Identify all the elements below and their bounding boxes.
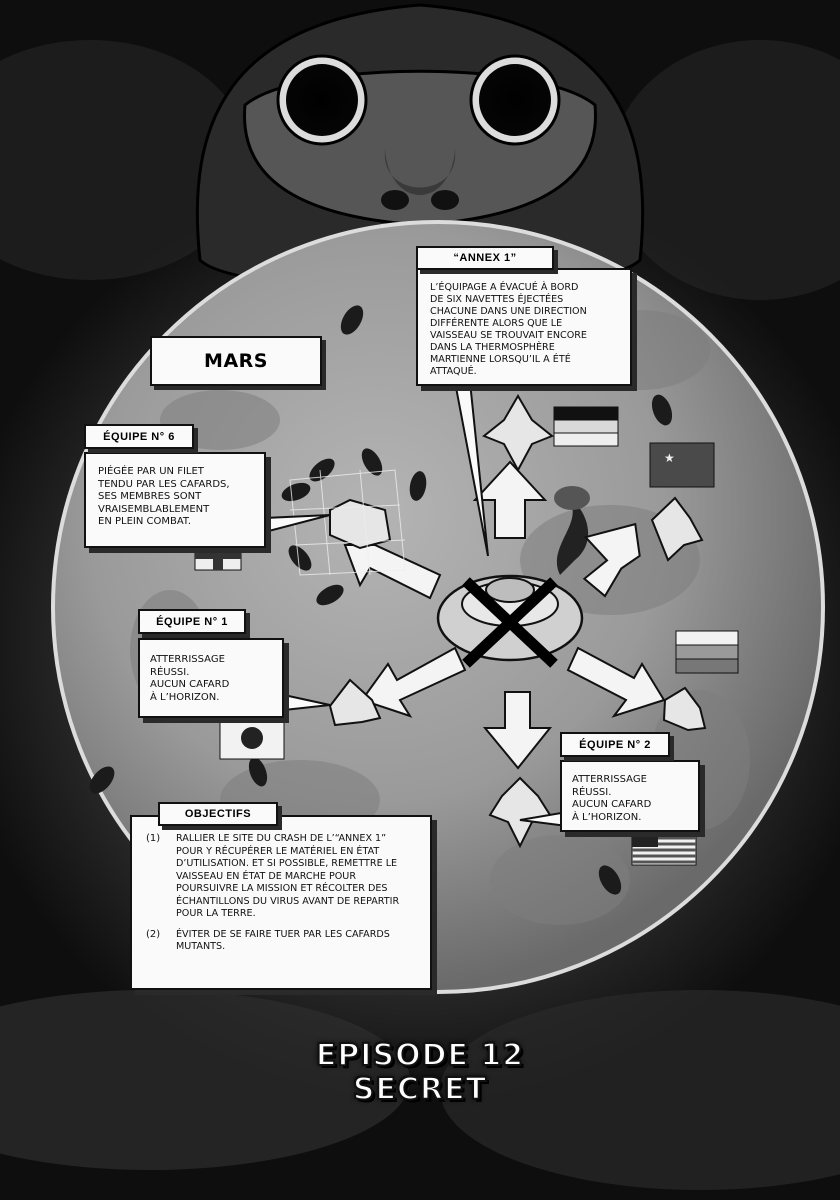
flag-russia — [676, 631, 738, 673]
objectives-box — [130, 815, 432, 990]
episode-number: EPISODE 12 — [315, 1038, 525, 1073]
flag-china — [650, 443, 714, 487]
team1-description: ATTERRISSAGE RÉUSSI. AUCUN CAFARD À L’HORIZON. — [150, 654, 230, 703]
objective-number: (2) — [146, 928, 161, 940]
team2-title: ÉQUIPE N° 2 — [560, 732, 670, 757]
team6-description: PIÉGÉE PAR UN FILET TENDU PAR LES CAFARDS, SES MEMBRES SONT VRAISEMBLABLEMENT EN PLEIN COMBAT. — [98, 466, 230, 527]
team1-title: ÉQUIPE N° 1 — [138, 609, 246, 634]
annex-description: L’ÉQUIPAGE A ÉVACUÉ À BORD DE SIX NAVETTES ÉJECTÉES CHACUNE DANS UNE DIRECTION DIFFÉRENTE ALORS QUE LE VAISSEAU SE TROUVAIT ENCORE DANS LA THERMOSPHÈRE MARTIENNE LORSQU’IL A ÉTÉ ATTAQUÉ. — [430, 282, 587, 377]
mars-title: MARS — [150, 336, 322, 386]
svg-text:★: ★ — [664, 451, 675, 465]
episode-title: SECRET — [352, 1072, 488, 1107]
objective-item — [146, 929, 422, 954]
team6-title: ÉQUIPE N° 6 — [84, 424, 194, 449]
team2-description: ATTERRISSAGE RÉUSSI. AUCUN CAFARD À L’HORIZON. — [572, 774, 652, 823]
objectives-title: OBJECTIFS — [158, 802, 278, 826]
team2-info-box — [560, 760, 700, 832]
team6-info-box — [84, 452, 266, 548]
objective-item — [146, 833, 422, 921]
annex-title: “ANNEX 1” — [416, 246, 554, 270]
team1-info-box — [138, 638, 284, 718]
flag-japan — [220, 717, 284, 759]
objective-text: RALLIER LE SITE DU CRASH DE L’“ANNEX 1” POUR Y RÉCUPÉRER LE MATÉRIEL EN ÉTAT D’UTILISATION. ET SI POSSIBLE, REMETTRE LE VAISSEAU EN ÉTAT DE MARCHE POUR POURSUIVRE LA MISSION ET RÉCOLTER DES ÉCHANTILLONS DU VIRUS AVANT DE REPARTIR POUR LA TERRE. — [176, 833, 400, 919]
annex-info-box — [416, 268, 632, 386]
flag-germany — [554, 407, 618, 446]
flag-usa — [632, 827, 696, 865]
objectives-list — [146, 833, 422, 954]
objective-number: (1) — [146, 833, 161, 844]
objective-text: ÉVITER DE SE FAIRE TUER PAR LES CAFARDS MUTANTS. — [176, 928, 390, 952]
